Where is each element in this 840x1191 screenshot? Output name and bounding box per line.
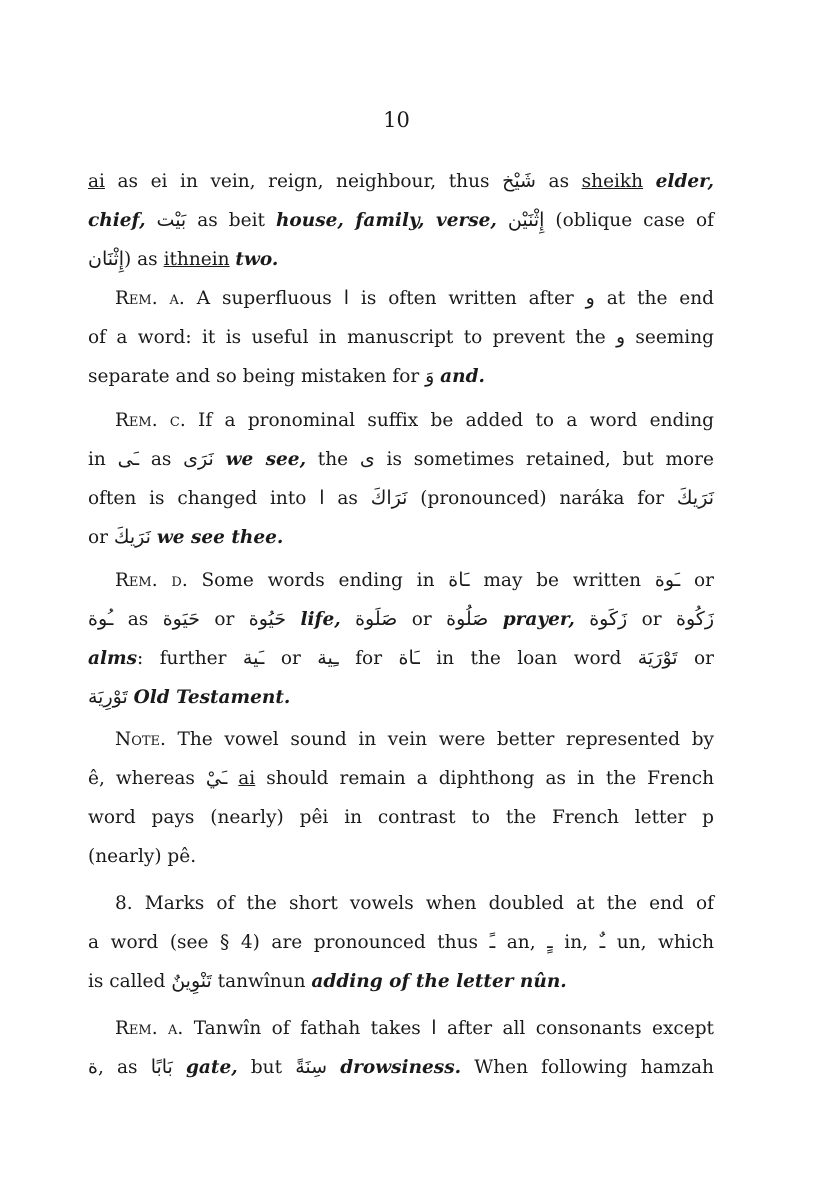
arabic-letter: و <box>585 287 595 309</box>
remark-a-tanwin <box>88 1009 714 1087</box>
remark-c <box>88 401 714 557</box>
text-line: Rem. a. Tanwîn of fathah takes ا after all consonants except <box>115 1017 714 1039</box>
arabic-word: نَرَاكَ <box>370 487 408 509</box>
text-line: ai as ei in vein, reign, neighbour, thus شَيْخ as sheikh elder, <box>88 170 714 192</box>
note-label: Note. <box>115 729 166 750</box>
arabic-word: نَرَى <box>183 448 214 470</box>
arabic-mark: ـً <box>489 931 496 953</box>
arabic-word: ـَى <box>117 448 140 470</box>
text-line: is called تَنْوِينٌ tanwînun adding of the letter nûn. <box>88 970 567 992</box>
arabic-word: ـَوة <box>654 569 681 591</box>
remark-a <box>88 279 714 396</box>
text-line: Rem. a. A superfluous ا is often written after و at the end <box>115 287 715 309</box>
arabic-word: ـُوة <box>88 608 114 630</box>
arabic-mark: ـٌ <box>599 931 606 953</box>
remark-label: Rem. c. <box>115 410 186 431</box>
section-8 <box>88 884 714 1001</box>
arabic-letter: ى <box>359 448 375 470</box>
text-line: 8. Marks of the short vowels when doubled at the end of <box>115 893 714 914</box>
arabic-word: سِنَةً <box>295 1056 328 1078</box>
arabic-letter: ة <box>88 1056 98 1078</box>
text-line: or نَرَيكَ we see thee. <box>88 526 284 548</box>
text-line: Rem. d. Some words ending in ـَاة may be written ـَوة or <box>115 569 714 591</box>
arabic-word: صَلَوة <box>355 608 398 630</box>
arabic-word: ـِية <box>317 647 339 669</box>
text-line: separate and so being mistaken for وَ and. <box>88 365 485 387</box>
arabic-word: ـَيْ <box>205 767 228 789</box>
arabic-word: ـَية <box>242 647 265 669</box>
text-line: chief, بَيْت as beit house, family, verse, إِثْنَيْن (oblique case of <box>88 209 715 231</box>
arabic-word: تَوْرِيَة <box>88 686 128 708</box>
text-line: Note. The vowel sound in vein were better represented by <box>115 729 714 750</box>
arabic-mark: ـٍ <box>547 931 553 953</box>
arabic-word: ـَاة <box>448 569 470 591</box>
para-ai <box>88 162 714 279</box>
arabic-word: حَيُوة <box>248 608 287 630</box>
arabic-word: زَكَوة <box>589 608 628 630</box>
arabic-word: شَيْخ <box>502 170 536 192</box>
text-line: تَوْرِيَة Old Testament. <box>88 686 291 708</box>
arabic-word: نَرَيكَ <box>113 526 151 548</box>
text-line: Rem. c. If a pronominal suffix be added to a word ending <box>115 410 714 431</box>
remark-label: Rem. a. <box>115 1018 184 1039</box>
arabic-word: إِثْنَيْن <box>507 209 545 231</box>
note <box>88 720 714 876</box>
page-number: 10 <box>383 108 410 132</box>
text-line: (nearly) pê. <box>88 846 197 867</box>
text-line: إِثْنَان) as ithnein two. <box>88 248 279 270</box>
remark-label: Rem. d. <box>115 570 188 591</box>
arabic-word: بَيْت <box>156 209 187 231</box>
text-line: a word (see § 4) are pronounced thus ـً an, ـٍ in, ـٌ un, which <box>88 931 714 953</box>
remark-label: Rem. a. <box>115 288 185 309</box>
arabic-letter: ا <box>343 287 349 309</box>
text-line: ê, whereas ـَيْ ai should remain a diphthong as in the French <box>88 767 714 789</box>
arabic-word: زَكُوة <box>676 608 714 630</box>
arabic-letter: ا <box>319 487 325 509</box>
arabic-word: بَابًا <box>150 1056 173 1078</box>
arabic-word: ـَاة <box>398 647 420 669</box>
text-line: ة, as بَابًا gate, but سِنَةً drowsiness. When following hamzah <box>88 1056 714 1078</box>
arabic-word: تَنْوِينٌ <box>171 970 212 992</box>
text-line: word pays (nearly) pêi in contrast to the French letter p <box>88 807 714 828</box>
arabic-word: تَوْرَيَة <box>637 647 678 669</box>
arabic-word: صَلُوة <box>446 608 489 630</box>
arabic-letter: وَ <box>425 365 435 387</box>
arabic-word: إِثْنَان <box>88 248 125 270</box>
remark-d <box>88 561 714 717</box>
arabic-word: حَيَوة <box>162 608 200 630</box>
text-line: of a word: it is useful in manuscript to prevent the و seeming <box>88 327 714 348</box>
arabic-letter: ا <box>431 1017 437 1039</box>
text-line: ـُوة as حَيَوة or حَيُوة life, صَلَوة or صَلُوة prayer, زَكَوة or زَكُوة <box>88 608 714 630</box>
text-line: in ـَى as نَرَى we see, the ى is sometimes retained, but more <box>88 448 714 470</box>
text-line: often is changed into ا as نَرَاكَ (pronounced) naráka for نَرَيكَ <box>88 487 714 509</box>
text-line: alms: further ـَية or ـِية for ـَاة in the loan word تَوْرَيَة or <box>88 647 714 669</box>
arabic-word: نَرَيكَ <box>676 487 714 509</box>
